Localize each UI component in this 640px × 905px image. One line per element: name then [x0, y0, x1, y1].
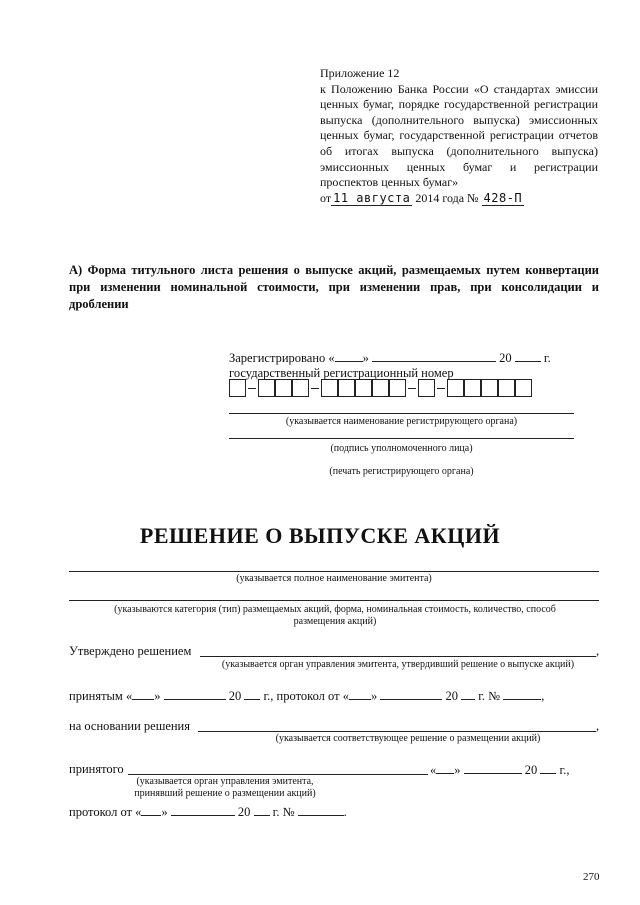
blank — [244, 688, 260, 700]
issuer-name-line — [69, 571, 599, 572]
caption-registering-body: (указывается наименование регистрирующего органа) — [285, 416, 518, 427]
date-day-month: 11 августа — [333, 190, 411, 205]
registration-line — [229, 350, 551, 366]
adopted-text: 20 — [228, 689, 242, 703]
adopted-by-text: « — [430, 763, 437, 777]
number-cell — [515, 379, 532, 397]
number-cell — [389, 379, 406, 397]
caption-basis: (указывается соответствующее решение о размещении акций) — [275, 733, 541, 744]
number-cell — [292, 379, 309, 397]
registered-suffix: г. — [543, 351, 551, 365]
blank — [503, 688, 541, 700]
adopted-line: принятым « » 20 г., протокол от « » 20 г. № , — [69, 689, 545, 703]
blank — [132, 688, 154, 700]
number-cell — [498, 379, 515, 397]
cell-dash — [437, 388, 445, 389]
adopted-text: принятым « — [69, 689, 133, 703]
registered-prefix: Зарегистрировано « — [229, 351, 335, 365]
appendix-title: Приложение 12 — [320, 66, 400, 80]
adopted-by-line — [128, 774, 428, 775]
date-year: 2014 года № — [415, 190, 479, 205]
protocol-line: протокол от « » 20 г. № . — [69, 805, 347, 819]
page-number: 270 — [583, 871, 600, 883]
registered-month-blank — [372, 350, 496, 362]
adopted-text: г., протокол от « — [263, 689, 349, 703]
appendix-body: к Положению Банка России «О стандартах эмиссии ценных бумаг, порядке государственной регистрации выпуска (дополнительного выпуска) эмиссионных ценных бумаг, государственной регистрации отчетов об итогах выпуска (дополнительного выпуска) эмиссионных ценных бумаг и регистрации проспектов ценных бумаг» — [320, 81, 598, 190]
number-cell — [229, 379, 246, 397]
caption-share-category: (указываются категория (тип) размещаемых акций, форма, номинальная стоимость, количество, способ размещения акций) — [114, 604, 556, 627]
blank — [349, 688, 371, 700]
adopted-by-label: принятого — [69, 762, 124, 776]
adopted-by-text: г., — [559, 763, 570, 777]
blank — [298, 804, 344, 816]
date-prefix: от — [320, 190, 332, 205]
blank — [380, 688, 442, 700]
registered-mid: » — [362, 351, 369, 365]
blank — [141, 804, 161, 816]
number-cell — [372, 379, 389, 397]
blank — [464, 762, 522, 774]
registered-day-blank — [335, 350, 363, 362]
protocol-text: протокол от « — [69, 805, 142, 819]
number-cell — [418, 379, 435, 397]
registered-year: 20 — [499, 351, 512, 365]
caption-adopted-by: (указывается орган управления эмитента, принявший решение о размещении акций) — [134, 776, 316, 799]
registered-year-blank — [515, 350, 541, 362]
appendix-block — [320, 66, 598, 206]
blank — [436, 762, 454, 774]
cell-dash — [311, 388, 319, 389]
registering-body-line — [229, 413, 574, 414]
signature-line — [229, 438, 574, 439]
caption-seal: (печать регистрирующего органа) — [329, 466, 474, 477]
number-cell — [464, 379, 481, 397]
number-cell — [447, 379, 464, 397]
section-heading: А) Форма титульного листа решения о выпуске акций, размещаемых путем конвертации при изменении номинальной стоимости, при изменении прав, при консолидации и дроблении — [69, 263, 599, 311]
cell-dash — [248, 388, 256, 389]
appendix-date-line — [320, 191, 598, 207]
cell-dash — [408, 388, 416, 389]
number-cell — [355, 379, 372, 397]
blank — [540, 762, 556, 774]
caption-issuer-name: (указывается полное наименование эмитента) — [236, 573, 432, 584]
blank — [254, 804, 270, 816]
adopted-text: 20 — [445, 689, 458, 703]
basis-label: на основании решения — [69, 719, 190, 733]
adopted-by-text: 20 — [524, 763, 538, 777]
basis-comma: , — [596, 719, 600, 733]
adopted-text: » — [370, 689, 378, 703]
document-title: РЕШЕНИЕ О ВЫПУСКЕ АКЦИЙ — [139, 523, 501, 548]
caption-signature: (подпись уполномоченного лица) — [330, 443, 473, 454]
number-cell — [258, 379, 275, 397]
caption-approved: (указывается орган управления эмитента, утвердивший решение о выпуске акций) — [221, 659, 575, 670]
share-category-line — [69, 600, 599, 601]
basis-line — [198, 731, 596, 732]
number-cell — [321, 379, 338, 397]
document-number: 428-П — [483, 190, 523, 205]
adopted-text: г. № — [478, 689, 501, 703]
blank — [461, 688, 475, 700]
number-cell — [481, 379, 498, 397]
number-cell — [338, 379, 355, 397]
protocol-text: 20 — [237, 805, 251, 819]
protocol-text: г. № — [272, 805, 295, 819]
approved-label: Утверждено решением — [69, 644, 192, 658]
number-cell — [275, 379, 292, 397]
adopted-by-date — [430, 762, 569, 778]
approved-line — [200, 656, 596, 657]
blank — [171, 804, 235, 816]
adopted-by-text: » — [454, 763, 461, 777]
approved-comma: , — [596, 644, 600, 658]
protocol-text: » — [161, 805, 168, 819]
adopted-text: » — [154, 689, 161, 703]
state-number-label: государственный регистрационный номер — [229, 366, 454, 380]
blank — [164, 688, 226, 700]
